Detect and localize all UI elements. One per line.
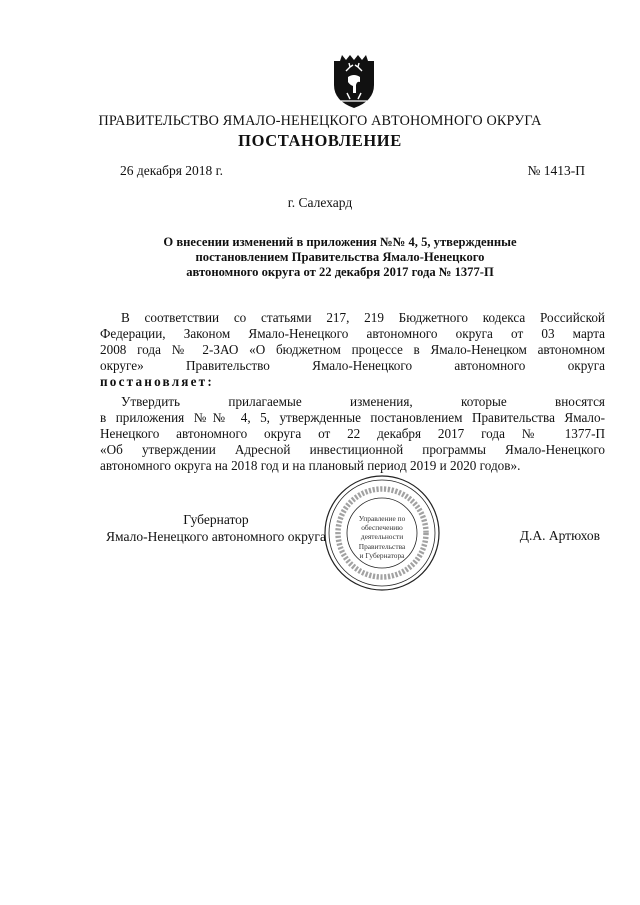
subject-line: постановлением Правительства Ямало-Ненецкого (195, 250, 485, 264)
subject-line: О внесении изменений в приложения №№ 4, 5, утвержденные (163, 235, 517, 249)
seal-line: Управление по (358, 514, 406, 523)
paragraph-line: автономного округа на 2018 год и на плановый период 2019 и 2020 годов». (100, 458, 521, 473)
signatory-position (100, 511, 332, 545)
seal-line: деятельности (360, 532, 404, 542)
seal-line: Правительства (358, 541, 406, 551)
paragraph-line: Ненецкого автономного округа от 22 декабря 2017 года № 1377-П (100, 426, 605, 441)
preamble-paragraph (100, 310, 605, 390)
document-number: № 1413-П (527, 163, 585, 178)
seal-inner-text (351, 514, 413, 560)
document-date: 26 декабря 2018 г. (120, 163, 224, 178)
paragraph-line: в приложения №№ 4, 5, утвержденные постановлением Правительства Ямало- (100, 410, 605, 425)
signatory-region: Ямало-Ненецкого автономного округа (106, 529, 326, 544)
paragraph-line: «Об утверждении Адресной инвестиционной программы Ямало-Ненецкого (100, 442, 605, 457)
seal-line: и Губернатора (359, 550, 405, 560)
document-subject (120, 235, 560, 280)
subject-line: автономного округа от 22 декабря 2017 года № 1377-П (186, 265, 494, 279)
paragraph-line: Федерации, Законом Ямало-Ненецкого автономного округа от 03 марта (100, 326, 605, 341)
document-city: г. Салехард (287, 195, 353, 210)
government-name: ПРАВИТЕЛЬСТВО ЯМАЛО-НЕНЕЦКОГО АВТОНОМНОГО ОКРУГА (98, 113, 542, 129)
paragraph-line: В соответствии со статьями 217, 219 Бюджетного кодекса Российской (121, 310, 605, 325)
signatory-title: Губернатор (183, 512, 249, 527)
resolves-word: постановляет: (100, 374, 214, 389)
paragraph-line: 2008 года № 2-ЗАО «О бюджетном процессе в Ямало-Ненецком автономном (100, 342, 605, 357)
document-type: ПОСТАНОВЛЕНИЕ (238, 131, 402, 150)
paragraph-line: Утвердить прилагаемые изменения, которые вносятся (121, 394, 605, 409)
yamal-nenets-coat-of-arms-icon (332, 55, 376, 109)
decision-paragraph (100, 394, 605, 474)
signatory-name: Д.А. Артюхов (519, 528, 600, 543)
paragraph-line: округе» Правительство Ямало-Ненецкого автономного округа (100, 358, 605, 373)
seal-line: обеспечению (361, 523, 403, 533)
